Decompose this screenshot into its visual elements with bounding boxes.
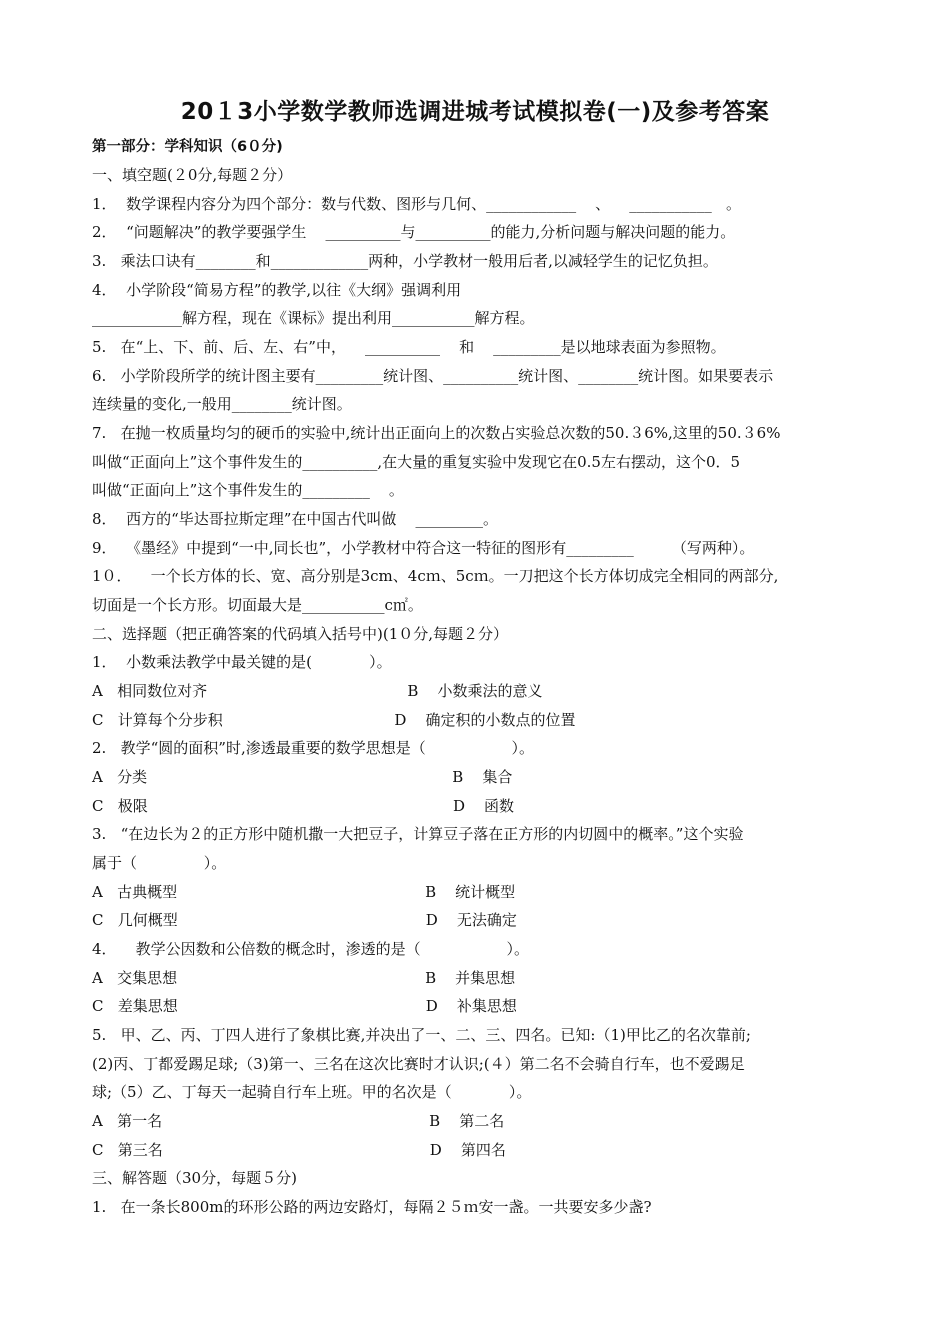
option-line: C 计算每个分步积 D 确定积的小数点的位置 [92, 711, 576, 729]
question-line: 叫做“正面向上”这个事件发生的_________ 。 [92, 481, 404, 499]
question-line: 3. 乘法口诀有________和_____________两种，小学教材一般用后者,以减轻学生的记忆负担。 [92, 252, 718, 270]
option-line: A 交集思想 B 并集思想 [92, 969, 516, 987]
option-line: A 第一名 B 第二名 [92, 1112, 505, 1130]
question-line: 切面是一个长方形。切面最大是___________c㎡。 [92, 596, 423, 614]
option-line: A 相同数位对齐 B 小数乘法的意义 [92, 682, 543, 700]
question-line: 1. 在一条长800m的环形公路的两边安路灯，每隔２５ｍ安一盏。一共要安多少盏? [92, 1198, 652, 1216]
section-heading: 一、填空题(２0分,每题２分） [92, 166, 293, 184]
question-line: 7. 在抛一枚质量均匀的硬币的实验中,统计出正面向上的次数占实验总次数的50.３6%,这里的50.３6% [92, 424, 781, 442]
question-line: 8． 西方的“毕达哥拉斯定理”在中国古代叫做 _________。 [92, 510, 498, 528]
question-line: (2)丙、丁都爱踢足球;（3)第一、三名在这次比赛时才认识;(４）第二名不会骑自行车，也不爱踢足 [92, 1055, 745, 1073]
question-line: 属于（ ）。 [92, 854, 227, 872]
question-line: 6. 小学阶段所学的统计图主要有_________统计图、__________统计图、________统计图。如果要表示 [92, 367, 774, 385]
option-line: A 分类 B 集合 [92, 768, 513, 786]
question-line: 1． 小数乘法教学中最关键的是( ）。 [92, 653, 392, 671]
question-line: 2． “问题解决”的教学要强学生 __________与__________的能力,分析问题与解决问题的能力。 [92, 223, 736, 241]
option-line: C 几何概型 D 无法确定 [92, 911, 517, 929]
document-title: 20１3小学数学教师选调进城考试模拟卷(一)及参考答案 [180, 99, 770, 125]
option-line: C 第三名 D 第四名 [92, 1141, 506, 1159]
option-line: A 古典概型 B 统计概型 [92, 883, 516, 901]
option-line: C 极限 D 函数 [92, 797, 515, 815]
question-line: 球;（5）乙、丁每天一起骑自行车上班。甲的名次是（ ）。 [92, 1083, 532, 1101]
section-heading: 第一部分：学科知识（6０分) [92, 139, 283, 155]
question-line: 4． 小学阶段“简易方程”的教学,以往《大纲》强调利用 [92, 281, 462, 299]
question-line: 1０． 一个长方体的长、宽、高分别是3cm、4cｍ、5cｍ。一刀把这个长方体切成完全相同的两部分, [92, 567, 779, 585]
question-line: 5. 在“上、下、前、后、左、右”中， __________ 和 _________是以地球表面为参照物。 [92, 338, 726, 356]
option-line: C 差集思想 D 补集思想 [92, 997, 517, 1015]
question-line: 2. 教学“圆的面积”时,渗透最重要的数学思想是（ ）。 [92, 739, 535, 757]
question-line: 叫做“正面向上”这个事件发生的__________,在大量的重复实验中发现它在0.5左右摆动，这个0．5 [92, 453, 741, 471]
question-line: 1． 数学课程内容分为四个部分：数与代数、图形与几何、____________ 、 ___________ 。 [92, 195, 742, 213]
question-line: 4． 教学公因数和公倍数的概念时，渗透的是（ ）。 [92, 940, 529, 958]
question-line: 3. “在边长为２的正方形中随机撒一大把豆子，计算豆子落在正方形的内切圆中的概率。”这个实验 [92, 825, 744, 843]
question-line: 连续量的变化,一般用________统计图。 [92, 395, 352, 413]
section-heading: 三、解答题（30分，每题５分) [92, 1169, 297, 1187]
question-line: 9． 《墨经》中提到“一中,同长也”，小学教材中符合这一特征的图形有_________ （写两种）。 [92, 539, 755, 557]
section-heading: 二、选择题（把正确答案的代码填入括号中)(1０分,每题２分） [92, 625, 509, 643]
question-line: 5. 甲、乙、丙、丁四人进行了象棋比赛,并决出了一、二、三、四名。已知:（1)甲比乙的名次靠前; [92, 1026, 751, 1044]
question-line: ____________解方程，现在《课标》提出利用___________解方程。 [92, 309, 535, 327]
